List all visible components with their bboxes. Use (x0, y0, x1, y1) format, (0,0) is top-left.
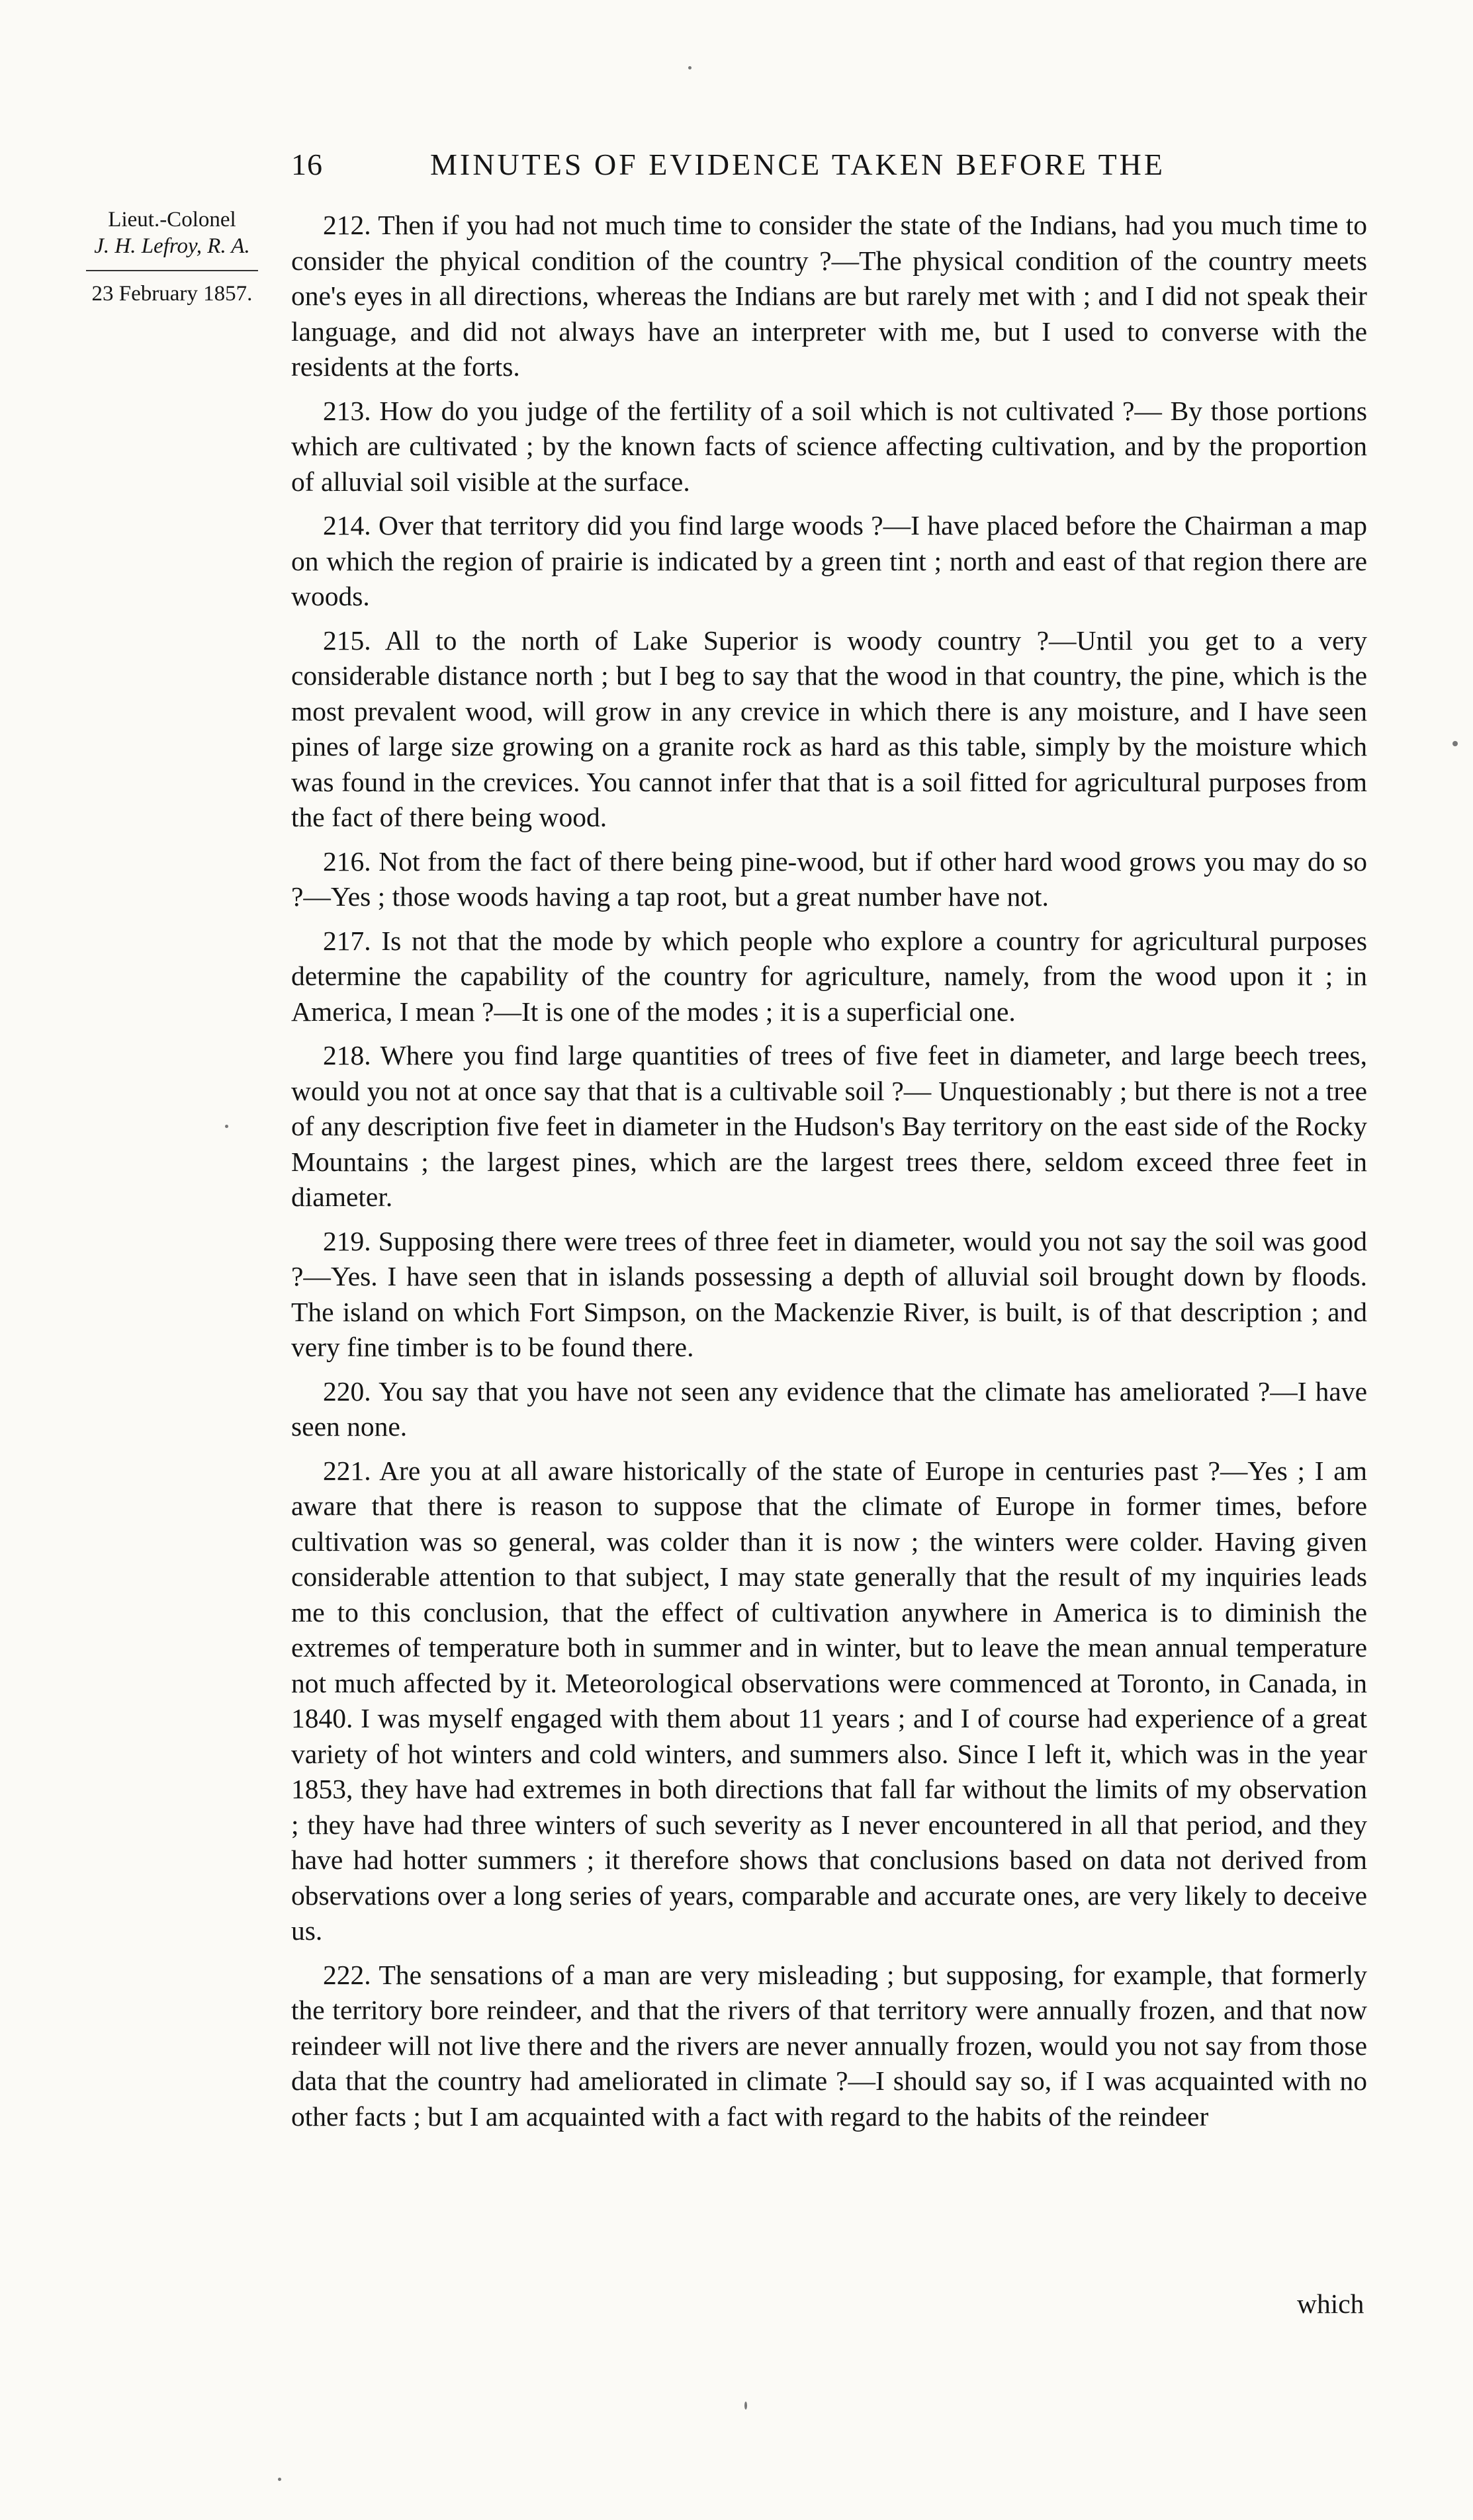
question-212 (291, 208, 1367, 385)
question-215 (291, 623, 1367, 836)
margin-note (60, 206, 285, 307)
question-218 (291, 1038, 1367, 1215)
question-text: How do you judge of the fertility of a soil which is not cultivated ?— By those portions which are cultivated ; by the known facts of science affecting cultivation, and by the proportion of alluvial soil visible at the surface. (291, 395, 1367, 497)
margin-rule (86, 270, 258, 271)
paper-speck (278, 2478, 281, 2481)
question-220 (291, 1374, 1367, 1445)
question-number: 218. (323, 1040, 371, 1070)
question-text: Not from the fact of there being pine-wood, but if other hard wood grows you may do so ?—Yes ; those woods having a tap root, but a great number have not. (291, 846, 1368, 912)
question-text: Where you find large quantities of trees of five feet in diameter, and large beech trees, would you not at once say that that is a cultivable soil ?— Unquestionably ; but there is not a tree of any description five feet in diameter in the Hudson's Bay territory on the east side of the Rocky Mountains ; the largest pines, which are the largest trees there, seldom exceed three feet in diameter. (291, 1040, 1367, 1212)
question-text: Are you at all aware historically of the state of Europe in centuries past ?—Yes ; I am aware that there is reason to suppose that the climate of Europe in former times, before cultivation was so general, was colder than it is now ; the winters were colder. Having given considerable attention to that subject, I may state generally that the result of my inquiries leads me to this conclusion, that the effect of cultivation anywhere in America is to diminish the extremes of temperature both in summer and in winter, but to leave the mean annual temperature not much affected by it. Meteorological observations were commenced at Toronto, in Canada, in 1840. I was myself engaged with them about 11 years ; and I of course had experience of a great variety of hot winters and cold winters, and summers also. Since I left it, which was in the year 1853, they have had extremes in both directions that fall far without the limits of my observation ; they have had three winters of such severity as I never encountered in all that period, and they have had hotter summers ; it therefore shows that conclusions based on data not derived from observations over a long series of years, comparable and accurate ones, are very likely to deceive us. (291, 1455, 1367, 1946)
witness-rank: Lieut.-Colonel (108, 208, 236, 232)
witness-name: J. H. Lefroy, R. A. (94, 234, 250, 258)
question-219 (291, 1224, 1367, 1366)
page-header (291, 147, 1376, 187)
question-number: 217. (323, 925, 371, 956)
question-number: 213. (323, 395, 371, 426)
question-text: Over that territory did you find large woods ?—I have placed before the Chairman a map on which the region of prairie is indicated by a green tint ; north and east of that region there are woods. (291, 510, 1367, 611)
question-text: You say that you have not seen any evidence that the climate has ameliorated ?—I have seen none. (291, 1375, 1367, 1442)
question-214 (291, 508, 1367, 615)
paper-speck (225, 1125, 228, 1128)
question-text: The sensations of a man are very misleading ; but supposing, for example, that formerly the territory bore reindeer, and that the rivers of that territory were annually frozen, and that now reindeer will not live there and the rivers are never annually frozen, would you not say from those data that the country had ameliorated in climate ?—I should say so, if I was acquainted with no other facts ; but I am acquainted with a fact with regard to the habits of the reindeer (291, 1959, 1367, 2132)
question-number: 212. (323, 210, 371, 240)
question-216 (291, 844, 1367, 915)
question-text: All to the north of Lake Superior is woody country ?—Until you get to a very considerable distance north ; but I beg to say that the wood in that country, the pine, which is the most prevalent wood, will grow in any crevice in which there is any moisture, and I have seen pines of large size growing on a granite rock as hard as this table, simply by the moisture which was found in the crevices. You cannot infer that that is a soil fitted for agricultural purposes from the fact of there being wood. (291, 625, 1367, 832)
question-number: 219. (323, 1225, 371, 1256)
question-217 (291, 924, 1367, 1030)
question-number: 220. (323, 1375, 371, 1407)
paper-speck (1452, 741, 1458, 746)
paper-speck (744, 2402, 747, 2410)
question-221 (291, 1454, 1367, 1949)
running-title: MINUTES OF EVIDENCE TAKEN BEFORE THE (430, 148, 1165, 181)
question-text: Is not that the mode by which people who explore a country for agricultural purposes determine the capability of the country for agriculture, namely, from the wood upon it ; in America, I mean ?—It is one of the modes ; it is a superficial one. (291, 925, 1368, 1027)
question-number: 216. (323, 846, 371, 877)
evidence-date: 23 February 1857. (91, 282, 253, 306)
evidence-body (291, 208, 1367, 2143)
question-222 (291, 1958, 1367, 2135)
paper-speck (688, 66, 692, 69)
question-number: 221. (323, 1455, 371, 1486)
question-text: Supposing there were trees of three feet in diameter, would you not say the soil was good ?—Yes. I have seen that in islands possessing a depth of alluvial soil brought down by floods. The island on which Fort Simpson, on the Mackenzie River, is built, is of that description ; and very fine timber is to be found there. (291, 1225, 1367, 1362)
question-213 (291, 394, 1367, 500)
question-text: Then if you had not much time to consider the state of the Indians, had you much time to consider the phyical condition of the country ?—The physical condition of the country meets one's eyes in all directions, whereas the Indians are but rarely met with ; and I did not speak their language, and did not always have an interpreter with me, but I used to converse with the residents at the forts. (291, 210, 1367, 382)
catchword: which (1297, 2288, 1364, 2319)
question-number: 222. (323, 1959, 371, 1990)
question-number: 215. (323, 625, 371, 656)
page-number: 16 (291, 148, 323, 181)
question-number: 214. (323, 510, 371, 541)
